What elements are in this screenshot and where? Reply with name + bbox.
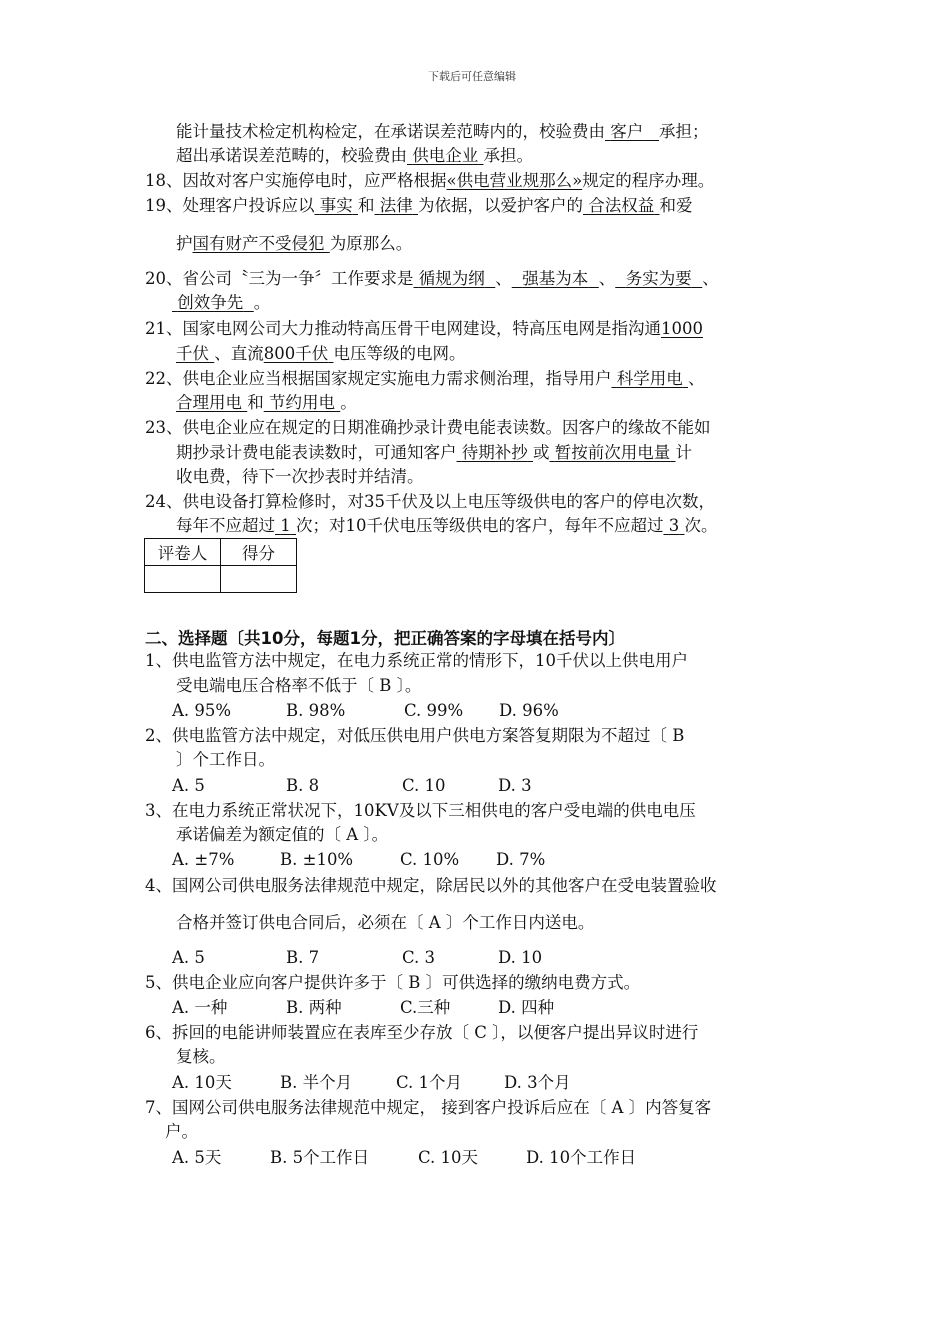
answer-blank: 国有财产不受侵犯 <box>192 234 325 253</box>
mc-question-4-line2: 合格并签订供电合同后，必须在〔 A 〕个工作日内送电。 <box>176 913 595 932</box>
text: 或 <box>533 443 550 462</box>
question-18 <box>145 171 714 191</box>
question-22-line2 <box>176 393 357 413</box>
mc-options-6 <box>172 1073 571 1093</box>
text: 、 <box>688 369 705 388</box>
question-21-line2 <box>176 344 466 364</box>
question-23 <box>145 418 711 438</box>
text: 19、处理客户投诉应以 <box>145 196 315 215</box>
option-c[interactable]: C. 10 <box>402 776 446 795</box>
text: 规定的程序办理。 <box>582 171 715 190</box>
text: 24、供电设备打算检修时，对35千伏及以上电压等级供电的客户的停电次数， <box>145 492 715 511</box>
mc-options-5 <box>172 998 554 1018</box>
text: 承担； <box>659 122 709 141</box>
text: 、 <box>702 269 719 288</box>
answer-blank: 循规为纲 <box>418 269 485 288</box>
text: 为依据，以爱护客户的 <box>418 196 583 215</box>
question-20-line2 <box>172 293 270 313</box>
option-a[interactable]: A. 5天 <box>172 1148 222 1167</box>
question-19-line2 <box>176 234 412 254</box>
mc-question-6: 6、拆回的电能讲师装置应在表库至少存放〔 C 〕，以便客户提出异议时进行 <box>145 1023 699 1042</box>
text: 和 <box>247 393 264 412</box>
mc-question-3: 3、在电力系统正常状况下，10KV及以下三相供电的客户受电端的供电电压 <box>145 801 696 820</box>
option-c[interactable]: C. 3 <box>402 948 436 967</box>
score-header: 得分 <box>221 539 297 566</box>
text: 21、国家电网公司大力推动特高压骨干电网建设，特高压电网是指沟通 <box>145 319 661 338</box>
q17-line1 <box>176 122 709 142</box>
answer-blank: 务实为要 <box>625 269 692 288</box>
option-d[interactable]: D. 3个月 <box>504 1073 571 1092</box>
answer-blank: 千伏 <box>176 344 209 363</box>
reviewer-header: 评卷人 <box>145 539 221 566</box>
mc-question-1: 1、供电监管方法中规定，在电力系统正常的情形下，10千伏以上供电用户 <box>145 651 688 670</box>
text: 。 <box>340 393 357 412</box>
section-title: 二、选择题〔共10分，每题1分，把正确答案的字母填在括号内〕 <box>145 629 625 648</box>
reviewer-cell[interactable] <box>145 566 221 593</box>
answer-blank: «供电营业规那么» <box>446 171 583 190</box>
question-20 <box>145 269 719 289</box>
mc-question-3-line2: 承诺偏差为额定值的〔 A 〕。 <box>176 825 389 844</box>
option-b[interactable]: B. 8 <box>286 776 320 795</box>
answer-blank: 合理用电 <box>176 393 242 412</box>
text: 。 <box>253 293 271 312</box>
text: 次；对10千伏电压等级供电的客户，每年不应超过 <box>296 516 664 535</box>
mc-question-7-line2: 户。 <box>165 1122 198 1141</box>
text: 每年不应超过 <box>176 516 275 535</box>
answer-blank: 合法权益 <box>588 196 655 215</box>
question-23-line2 <box>176 443 692 463</box>
answer-blank: 1 <box>280 516 291 535</box>
q17-line2 <box>176 146 533 166</box>
mc-question-4: 4、国网公司供电服务法律规范中规定，除居民以外的其他客户在受电装置验收 <box>145 876 717 895</box>
text: 18、因故对客户实施停电时，应严格根据 <box>145 171 447 190</box>
mc-options-2 <box>172 776 532 796</box>
question-23-line3 <box>176 467 424 487</box>
question-22 <box>145 369 705 389</box>
mc-options-3 <box>172 850 545 870</box>
option-d[interactable]: D. 96% <box>499 701 559 720</box>
option-b[interactable]: B. 两种 <box>286 998 342 1017</box>
page-header: 下载后可任意编辑 <box>428 70 516 83</box>
mc-question-2-line2: 〕个工作日。 <box>176 750 275 769</box>
answer-blank: 客户 <box>610 122 644 141</box>
option-a[interactable]: A. 95% <box>172 701 232 720</box>
option-c[interactable]: C. 10天 <box>418 1148 479 1167</box>
mc-options-7 <box>172 1148 636 1168</box>
score-cell[interactable] <box>221 566 297 593</box>
mc-question-1-line2: 受电端电压合格率不低于〔 B 〕。 <box>176 676 422 695</box>
option-b[interactable]: B. ±10% <box>280 850 354 869</box>
option-a[interactable]: A. 一种 <box>172 998 228 1017</box>
answer-blank: 供电企业 <box>412 146 479 165</box>
mc-options-1 <box>172 701 559 721</box>
text: 、 <box>598 269 616 288</box>
option-a[interactable]: A. 10天 <box>172 1073 232 1092</box>
text: 为原那么。 <box>329 234 413 253</box>
text: 超出承诺误差范畴的，校验费由 <box>176 146 407 165</box>
answer-blank: 800千伏 <box>263 344 329 363</box>
answer-blank: 节约用电 <box>269 393 335 412</box>
option-a[interactable]: A. 5 <box>172 948 205 967</box>
option-c[interactable]: C. 99% <box>404 701 464 720</box>
mc-question-6-line2: 复核。 <box>176 1047 226 1066</box>
mc-question-5: 5、供电企业应向客户提供许多于〔 B 〕可供选择的缴纳电费方式。 <box>145 973 641 992</box>
option-d[interactable]: D. 10个工作日 <box>526 1148 637 1167</box>
option-d[interactable]: D. 7% <box>496 850 546 869</box>
option-a[interactable]: A. ±7% <box>172 850 235 869</box>
option-c[interactable]: C. 1个月 <box>396 1073 463 1092</box>
option-b[interactable]: B. 98% <box>286 701 346 720</box>
answer-blank: 创效争先 <box>177 293 244 312</box>
option-b[interactable]: B. 7 <box>286 948 320 967</box>
text: 能计量技术检定机构检定，在承诺误差范畴内的，校验费由 <box>176 122 605 141</box>
option-d[interactable]: D. 3 <box>498 776 532 795</box>
text: 护 <box>176 234 193 253</box>
text: 次。 <box>684 516 718 535</box>
answer-blank: 暂按前次用电量 <box>554 443 671 462</box>
option-d[interactable]: D. 10 <box>498 948 543 967</box>
option-d[interactable]: D. 四种 <box>498 998 555 1017</box>
text: 23、供电企业应在规定的日期准确抄录计费电能表读数。因客户的缘故不能如 <box>145 418 711 437</box>
mc-options-4 <box>172 948 542 968</box>
answer-blank: 强基为本 <box>522 269 589 288</box>
text: 收电费，待下一次抄表时并结清。 <box>176 467 424 486</box>
text: 和 <box>358 196 375 215</box>
option-a[interactable]: A. 5 <box>172 776 205 795</box>
text: 、 <box>495 269 512 288</box>
question-24 <box>145 492 715 512</box>
mc-question-7: 7、国网公司供电服务法律规范中规定， 接到客户投诉后应在〔 A 〕内答复客 <box>145 1098 712 1117</box>
text: 电压等级的电网。 <box>333 344 466 363</box>
answer-blank: 事实 <box>319 196 353 215</box>
question-19 <box>145 196 693 216</box>
text: 期抄录计费电能表读数时，可通知客户 <box>176 443 457 462</box>
answer-blank: 待期补抄 <box>461 443 528 462</box>
answer-blank: 1000 <box>661 319 703 338</box>
text: 22、供电企业应当根据国家规定实施电力需求侧治理，指导用户 <box>145 369 612 388</box>
option-b[interactable]: B. 5个工作日 <box>270 1148 370 1167</box>
text: 承担。 <box>483 146 533 165</box>
option-c[interactable]: C.三种 <box>400 998 451 1017</box>
score-table <box>144 538 297 593</box>
mc-question-2: 2、供电监管方法中规定，对低压供电用户供电方案答复期限为不超过〔 B <box>145 726 685 745</box>
answer-blank: 法律 <box>379 196 413 215</box>
text: 和爱 <box>659 196 693 215</box>
answer-blank: 科学用电 <box>616 369 683 388</box>
answer-blank: 3 <box>668 516 680 535</box>
text: 、直流 <box>214 344 264 363</box>
text: 20、省公司〝三为一争〞工作要求是 <box>145 269 414 288</box>
text: 计 <box>675 443 692 462</box>
option-b[interactable]: B. 半个月 <box>280 1073 353 1092</box>
question-21 <box>145 319 703 339</box>
option-c[interactable]: C. 10% <box>400 850 460 869</box>
question-24-line2 <box>176 516 718 536</box>
